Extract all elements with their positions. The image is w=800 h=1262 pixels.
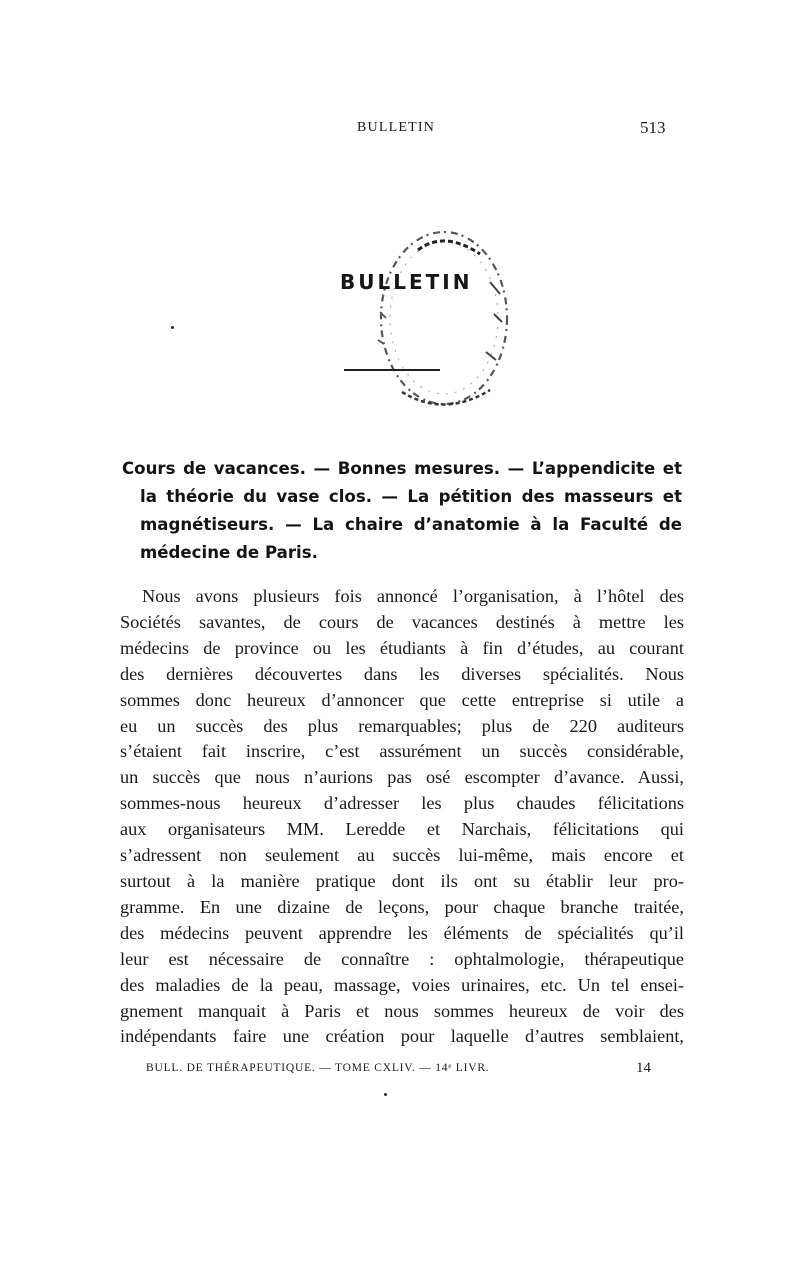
body-line: s’adressent non seulement au succès lui-même, mais encore et: [120, 845, 684, 866]
footer-text: BULL. DE THÉRAPEUTIQUE. — TOME CXLIV. — 14ᵉ LIVR.: [146, 1062, 490, 1074]
summary-line: magnétiseurs. — La chaire d’anatomie à la Faculté de: [140, 515, 682, 534]
body-line: gnement manquait à Paris et nous sommes heureux de voir des: [120, 1000, 684, 1021]
body-line: leur est nécessaire de connaître : ophtalmologie, thérapeutique: [120, 948, 684, 969]
summary-line: Cours de vacances. — Bonnes mesures. — L’appendicite et: [122, 459, 682, 478]
summary-line: la théorie du vase clos. — La pétition des masseurs et: [140, 487, 682, 506]
body-line: des dernières découvertes dans les diverses spécialités. Nous: [120, 663, 684, 684]
ink-dot: [171, 326, 174, 329]
page-number: 513: [640, 118, 666, 137]
stamp-oval-icon: [340, 222, 520, 422]
page-footer: [146, 1060, 656, 1080]
body-line: sommes donc heureux d’annoncer que cette entreprise si utile a: [120, 689, 684, 710]
article-summary: [122, 455, 682, 567]
body-line: des maladies de la peau, massage, voies urinaires, etc. Un tel ensei-: [120, 974, 684, 995]
running-title: BULLETIN: [357, 120, 436, 135]
body-line: surtout à la manière pratique dont ils ont su établir leur pro-: [120, 870, 684, 891]
running-head: [0, 120, 800, 142]
summary-line: médecine de Paris.: [140, 543, 318, 562]
body-line: sommes-nous heureux d’adresser les plus chaudes félicitations: [120, 793, 684, 814]
body-line: Nous avons plusieurs fois annoncé l’organisation, à l’hôtel des: [142, 586, 684, 606]
body-line: des médecins peuvent apprendre les éléments de spécialités qu’il: [120, 922, 684, 943]
body-line: un succès que nous n’aurions pas osé escompter d’avance. Aussi,: [120, 767, 684, 788]
stamp-word: BULLETIN: [340, 270, 473, 294]
body-line: s’étaient fait inscrire, c’est assurément un succès considérable,: [120, 741, 684, 762]
body-line: médecins de province ou les étudiants à fin d’études, au courant: [120, 637, 684, 658]
body-line: indépendants faire une création pour laquelle d’autres semblaient,: [120, 1026, 684, 1047]
ink-dot: [384, 1093, 387, 1096]
library-stamp: [340, 222, 520, 422]
body-line: gramme. En une dizaine de leçons, pour chaque branche traitée,: [120, 896, 684, 917]
signature-mark: 14: [636, 1060, 651, 1076]
article-body: [120, 584, 684, 1050]
body-line: Sociétés savantes, de cours de vacances destinés à mettre les: [120, 611, 684, 632]
body-line: eu un succès des plus remarquables; plus de 220 auditeurs: [120, 715, 684, 736]
body-line: aux organisateurs MM. Leredde et Narchais, félicitations qui: [120, 819, 684, 840]
